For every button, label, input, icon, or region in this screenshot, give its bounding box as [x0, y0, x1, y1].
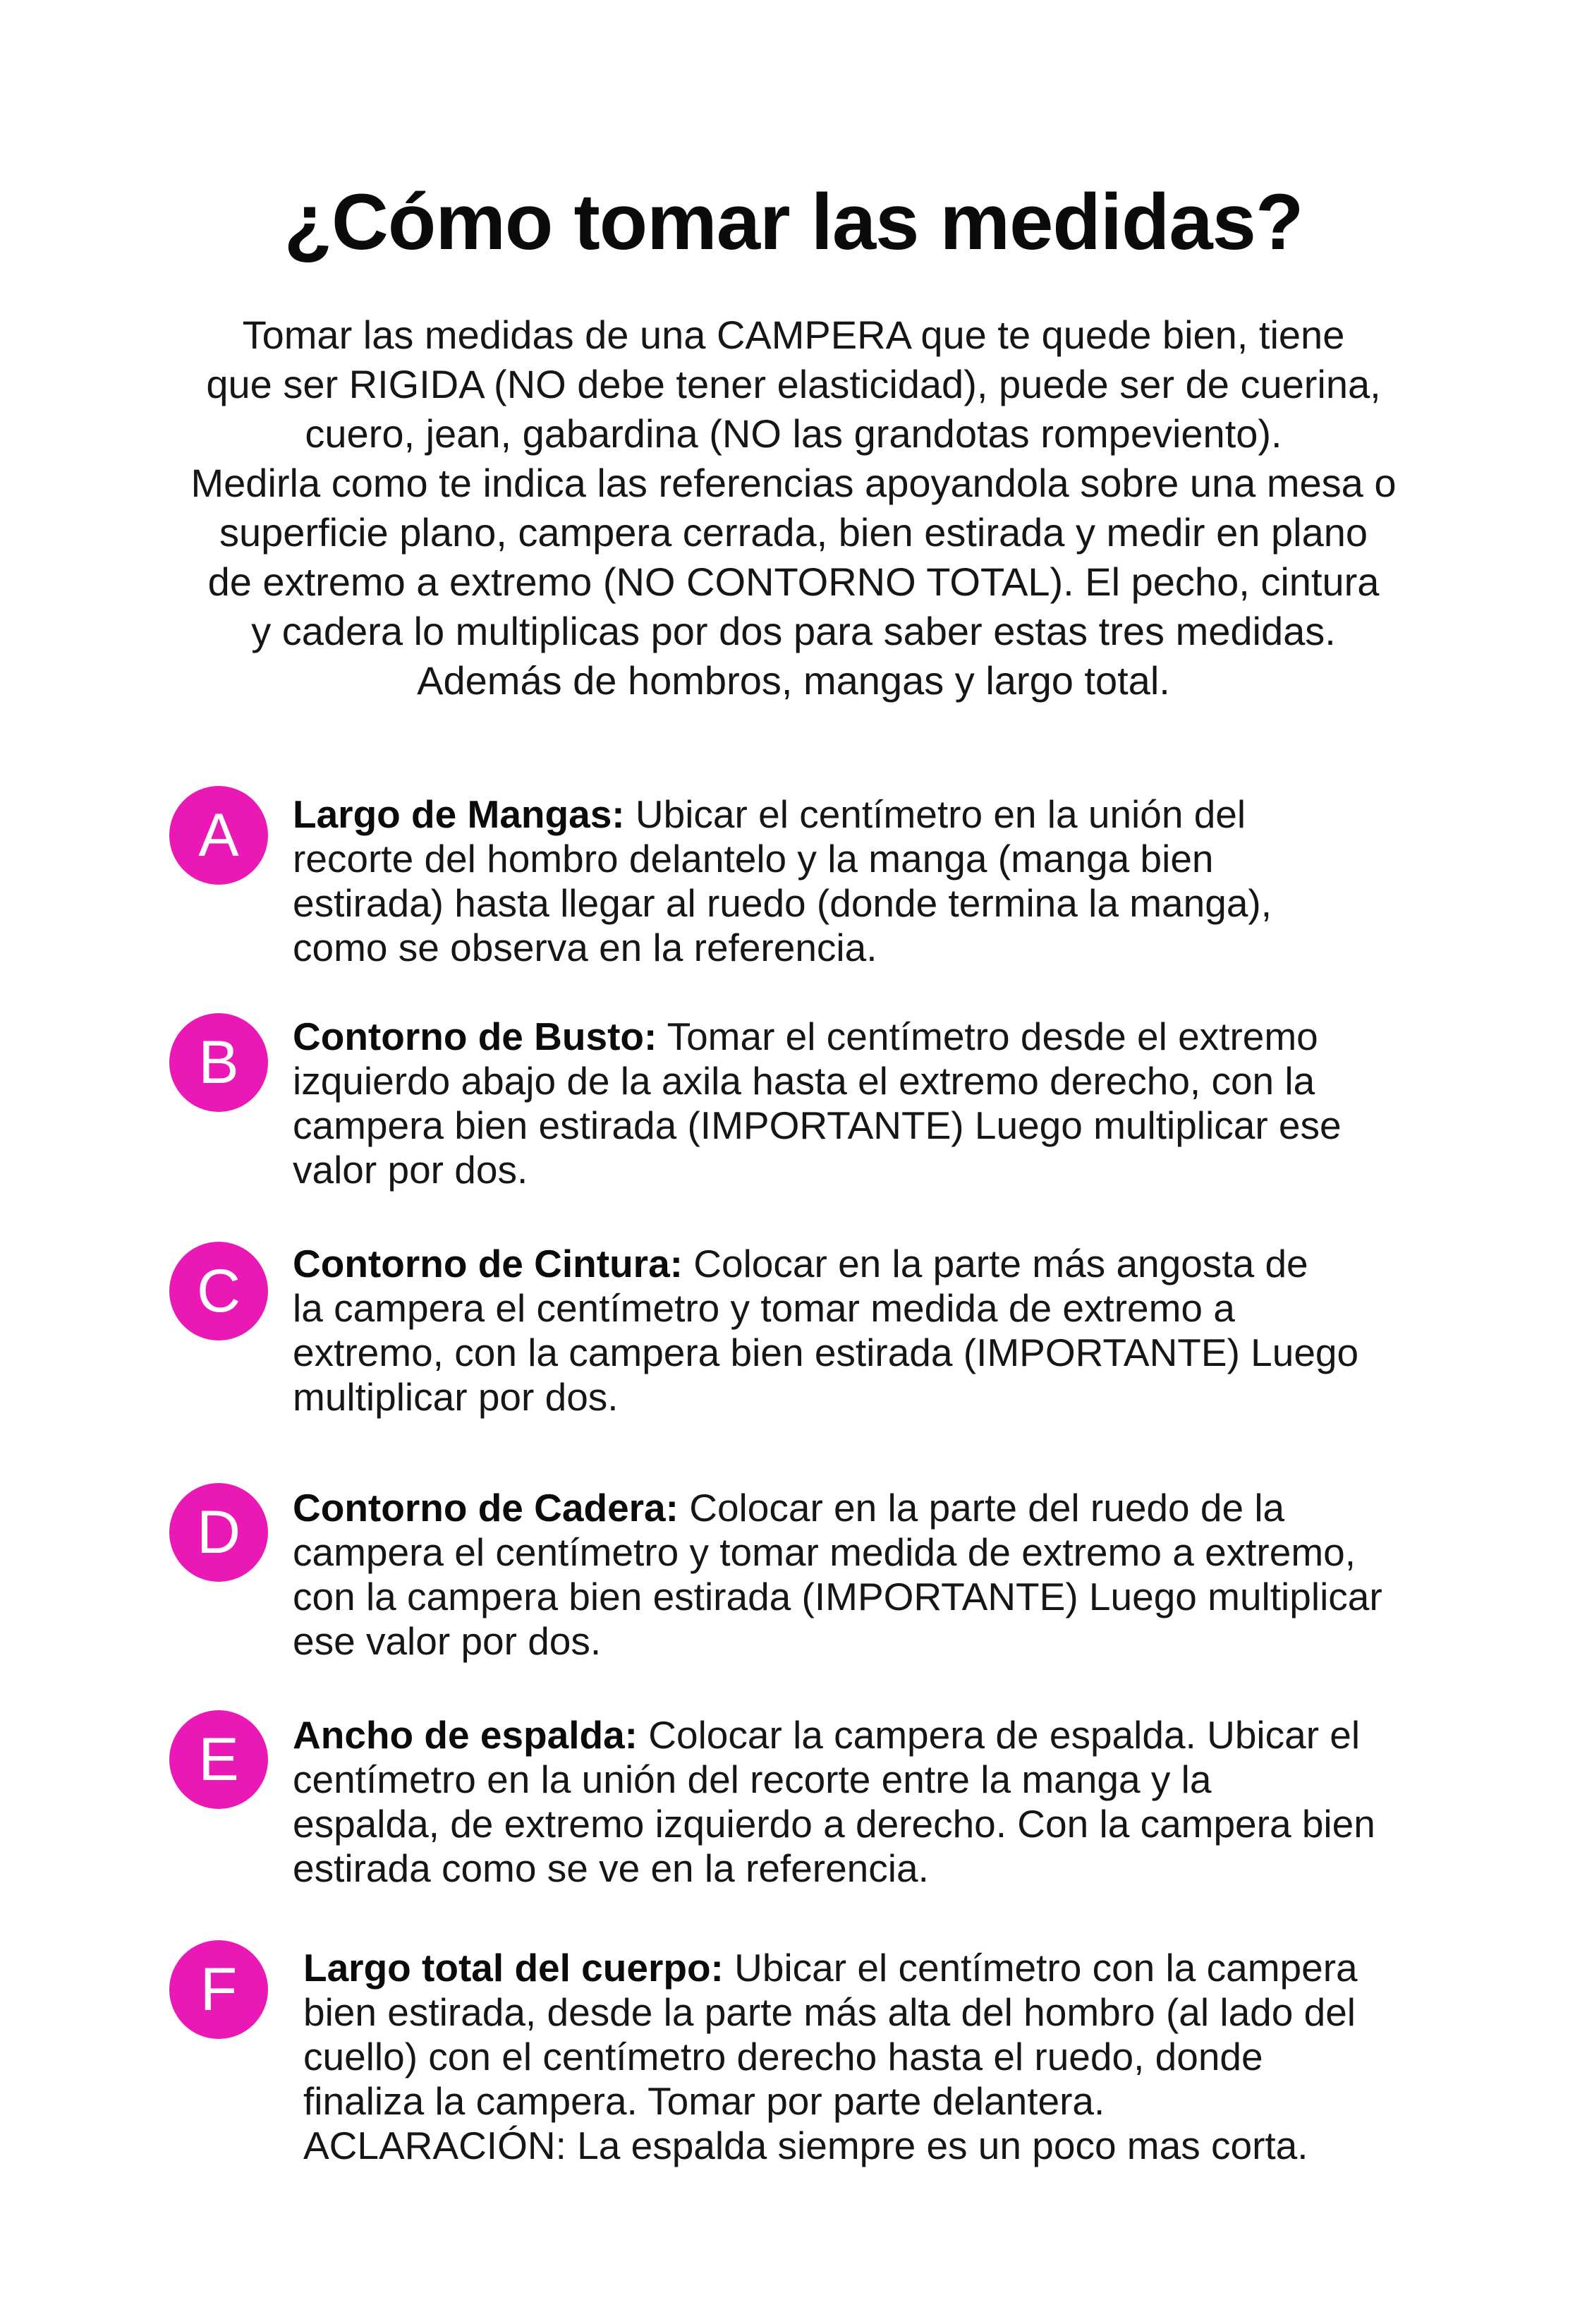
item-line: campera bien estirada (IMPORTANTE) Luego multiplicar ese [293, 1103, 1342, 1147]
item-text-b [293, 1015, 1449, 1192]
item-line: estirada como se ve en la referencia. [293, 1846, 929, 1890]
item-line: centímetro en la unión del recorte entre la manga y la [293, 1757, 1212, 1801]
item-line [293, 1242, 1449, 1286]
item-text: Colocar en la parte del ruedo de la [678, 1486, 1285, 1530]
item-text-f [303, 1946, 1460, 2168]
item-line: la campera el centímetro y tomar medida de extremo a [293, 1286, 1235, 1330]
item-text: Ubicar el centímetro con la campera [723, 1946, 1358, 1990]
item-line: valor por dos. [293, 1148, 528, 1192]
item-label: Contorno de Cintura: [293, 1242, 683, 1285]
item-text: Ubicar el centímetro en la unión del [624, 792, 1246, 836]
item-line: cuello) con el centímetro derecho hasta el ruedo, donde [303, 2035, 1263, 2078]
item-text: Colocar la campera de espalda. Ubicar el [637, 1713, 1361, 1757]
item-line [293, 1015, 1449, 1059]
item-line: bien estirada, desde la parte más alta del hombro (al lado del [303, 1990, 1356, 2034]
item-line: ACLARACIÓN: La espalda siempre es un poco mas corta. [303, 2124, 1308, 2167]
item-line: recorte del hombro delantelo y la manga (manga bien [293, 837, 1214, 880]
item-line: multiplicar por dos. [293, 1375, 619, 1419]
item-line: espalda, de extremo izquierdo a derecho. Con la campera bien [293, 1802, 1375, 1846]
item-line: con la campera bien estirada (IMPORTANTE) Luego multiplicar [293, 1575, 1382, 1618]
item-line: finaliza la campera. Tomar por parte delantera. [303, 2079, 1105, 2123]
intro-line: de extremo a extremo (NO CONTORNO TOTAL). El pecho, cintura [207, 559, 1380, 604]
item-text-d [293, 1486, 1449, 1664]
item-line [303, 1946, 1460, 1990]
intro-paragraph [106, 310, 1481, 706]
item-label: Ancho de espalda: [293, 1713, 638, 1757]
item-label: Contorno de Busto: [293, 1015, 657, 1058]
letter-badge-e: E [169, 1710, 268, 1809]
item-line: campera el centímetro y tomar medida de extremo a extremo, [293, 1530, 1356, 1574]
page-title: ¿Cómo tomar las medidas? [284, 178, 1303, 266]
intro-line: cuero, jean, gabardina (NO las grandotas rompeviento). [305, 411, 1282, 456]
item-label: Contorno de Cadera: [293, 1486, 679, 1530]
item-line: extremo, con la campera bien estirada (IMPORTANTE) Luego [293, 1331, 1359, 1374]
item-line: ese valor por dos. [293, 1619, 602, 1663]
item-text-c [293, 1242, 1449, 1420]
intro-line: Tomar las medidas de una CAMPERA que te quede bien, tiene [242, 313, 1345, 357]
item-text-a [293, 792, 1449, 970]
letter-badge-d: D [169, 1483, 268, 1582]
letter-badge-a: A [169, 786, 268, 885]
item-line: izquierdo abajo de la axila hasta el extremo derecho, con la [293, 1059, 1315, 1103]
item-text: Tomar el centímetro desde el extremo [657, 1015, 1318, 1058]
item-line [293, 792, 1449, 837]
item-line [293, 1486, 1449, 1530]
letter-badge-c: C [169, 1242, 268, 1340]
item-label: Largo de Mangas: [293, 792, 625, 836]
item-label: Largo total del cuerpo: [303, 1946, 724, 1990]
item-line [293, 1713, 1449, 1757]
intro-line: y cadera lo multiplicas por dos para saber estas tres medidas. [251, 609, 1336, 653]
item-line: estirada) hasta llegar al ruedo (donde termina la manga), [293, 881, 1272, 925]
letter-badge-b: B [169, 1013, 268, 1112]
item-text-e [293, 1713, 1449, 1891]
intro-line: Medirla como te indica las referencias apoyandola sobre una mesa o [190, 461, 1397, 505]
item-text: Colocar en la parte más angosta de [682, 1242, 1308, 1285]
letter-badge-f: F [169, 1940, 268, 2039]
intro-line: superficie plano, campera cerrada, bien estirada y medir en plano [219, 510, 1368, 555]
intro-line: Además de hombros, mangas y largo total. [417, 658, 1170, 703]
item-line: como se observa en la referencia. [293, 926, 877, 969]
intro-line: que ser RIGIDA (NO debe tener elasticidad), puede ser de cuerina, [206, 362, 1381, 406]
